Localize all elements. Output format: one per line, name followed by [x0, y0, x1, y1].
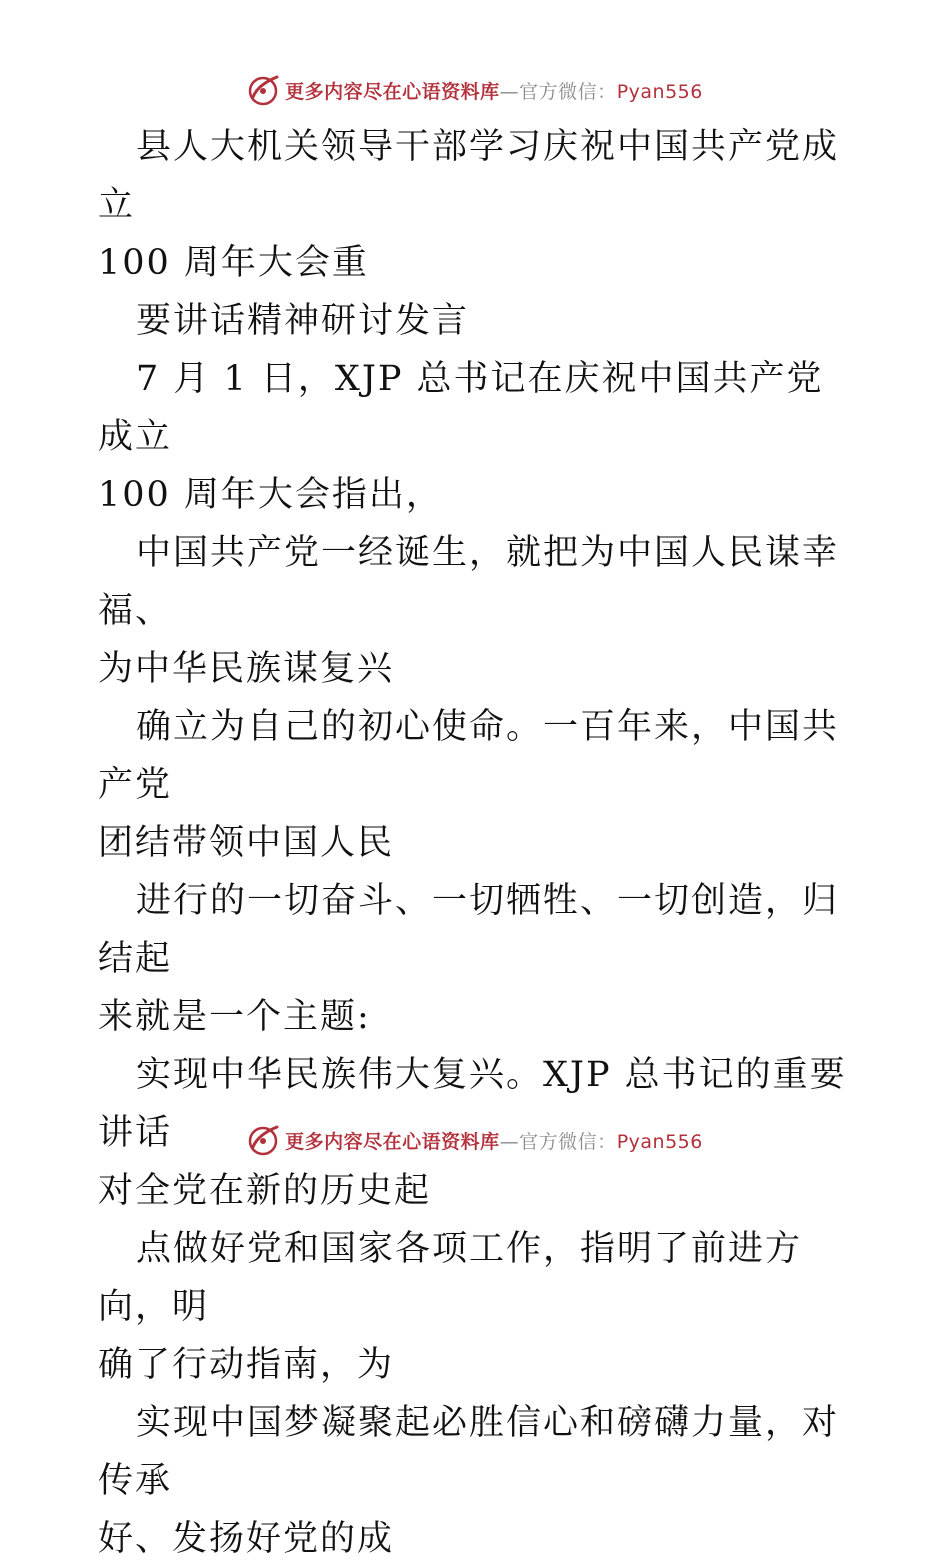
banner-label: 官方微信：	[519, 1130, 617, 1153]
body-paragraph: 确立为自己的初心使命。一百年来，中国共产党 团结带领中国人民	[98, 707, 840, 863]
pen-logo-icon	[247, 1123, 281, 1157]
banner-wechat-id: Pyan556	[616, 80, 703, 103]
header-watermark-banner	[0, 70, 950, 110]
banner-text	[285, 1127, 703, 1154]
banner-brand: 更多内容尽在心语资料库	[285, 1130, 500, 1153]
banner-separator: —	[499, 1130, 520, 1153]
banner-text	[285, 77, 703, 104]
document-body	[98, 118, 858, 1568]
banner-label: 官方微信：	[519, 80, 617, 103]
body-paragraph: 中国共产党一经诞生，就把为中国人民谋幸福、 为中华民族谋复兴	[98, 533, 840, 689]
body-paragraph: 实现中华民族伟大复兴。XJP 总书记的重要讲话 对全党在新的历史起	[98, 1055, 847, 1211]
body-paragraph: 进行的一切奋斗、一切牺牲、一切创造，归结起 来就是一个主题:	[98, 881, 840, 1037]
body-paragraph: 点做好党和国家各项工作，指明了前进方向，明 确了行动指南，为	[98, 1229, 803, 1385]
body-paragraph: 实现中国梦凝聚起必胜信心和磅礴力量，对传承 好、发扬好党的成	[98, 1403, 840, 1559]
banner-wechat-id: Pyan556	[616, 1130, 703, 1153]
body-paragraph: 7 月 1 日，XJP 总书记在庆祝中国共产党成立 100 周年大会指出，	[98, 359, 824, 515]
banner-separator: —	[499, 80, 520, 103]
pen-logo-icon	[247, 73, 281, 107]
document-title-line-2: 要讲话精神研讨发言	[136, 301, 470, 341]
banner-brand: 更多内容尽在心语资料库	[285, 80, 500, 103]
footer-watermark-banner	[0, 1120, 950, 1160]
document-title-line-1: 县人大机关领导干部学习庆祝中国共产党成立 100 周年大会重	[98, 127, 840, 283]
